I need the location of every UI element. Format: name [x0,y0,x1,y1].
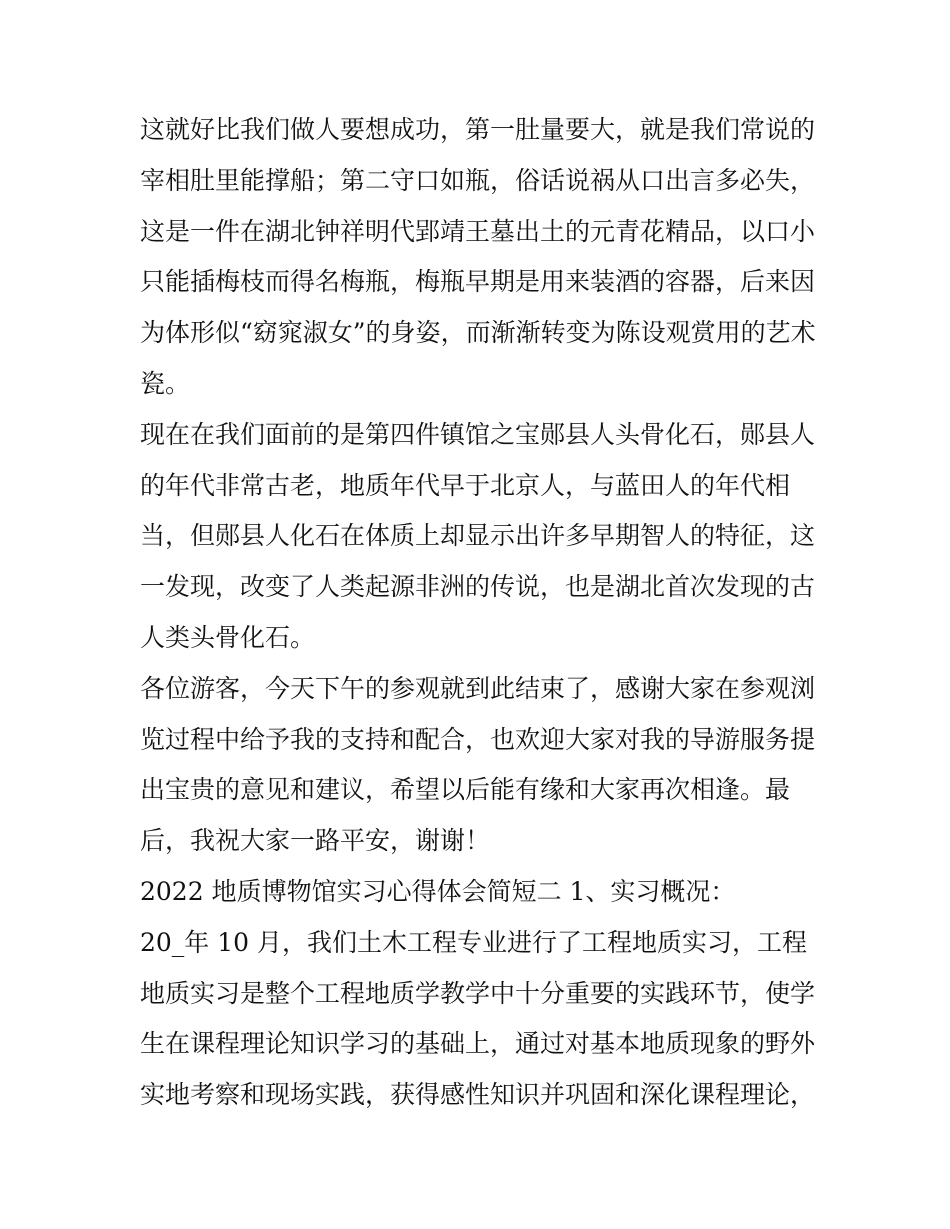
text-line: 各位游客，今天下午的参观就到此结束了，感谢大家在参观浏 [140,673,816,703]
text-line: 的年代非常古老，地质年代早于北京人，与蓝田人的年代相 [140,470,791,500]
text-line: 一发现，改变了人类起源非洲的传说，也是湖北首次发现的古 [140,572,816,602]
document-body [140,105,820,1121]
text-line: 人类头骨化石。 [140,622,316,652]
paragraph-meiping [140,105,820,410]
text-line: 这就好比我们做人要想成功，第一肚量要大，就是我们常说的 [140,115,816,144]
section-heading [140,867,820,918]
text-line: 出宝贵的意见和建议，希望以后能有缘和大家再次相逢。最 [140,775,791,805]
text-line: 生在课程理论知识学习的基础上，通过对基本地质现象的野外 [140,1029,816,1059]
text-line: 现在在我们面前的是第四件镇馆之宝郧县人头骨化石，郧县人 [140,419,816,449]
text-line: 瓷。 [140,368,191,398]
paragraph-closing [140,664,820,867]
paragraph-internship [140,918,820,1121]
text-line: 当，但郧县人化石在体质上却显示出许多早期智人的特征，这 [140,521,816,551]
text-line: 20_年 10 月，我们土木工程专业进行了工程地质实习，工程 [140,927,808,957]
text-line: 宰相肚里能撑船；第二守口如瓶，俗话说祸从口出言多必失， [140,165,816,195]
text-line: 为体形似“窈窕淑女”的身姿，而渐渐转变为陈设观赏用的艺术 [140,318,816,348]
text-line: 这是一件在湖北钟祥明代郢靖王墓出土的元青花精品，以口小 [140,216,816,246]
text-line: 览过程中给予我的支持和配合，也欢迎大家对我的导游服务提 [140,724,816,754]
text-line: 实地考察和现场实践，获得感性知识并巩固和深化课程理论， [140,1080,816,1110]
paragraph-yunxian-skull [140,410,820,664]
text-line: 只能插梅枝而得名梅瓶，梅瓶早期是用来装酒的容器，后来因 [140,267,816,297]
text-line: 地质实习是整个工程地质学教学中十分重要的实践环节，使学 [140,978,816,1008]
heading-line: 2022 地质博物馆实习心得体会简短二 1、实习概况： [140,876,736,906]
text-line: 后，我祝大家一路平安，谢谢！ [140,826,491,856]
